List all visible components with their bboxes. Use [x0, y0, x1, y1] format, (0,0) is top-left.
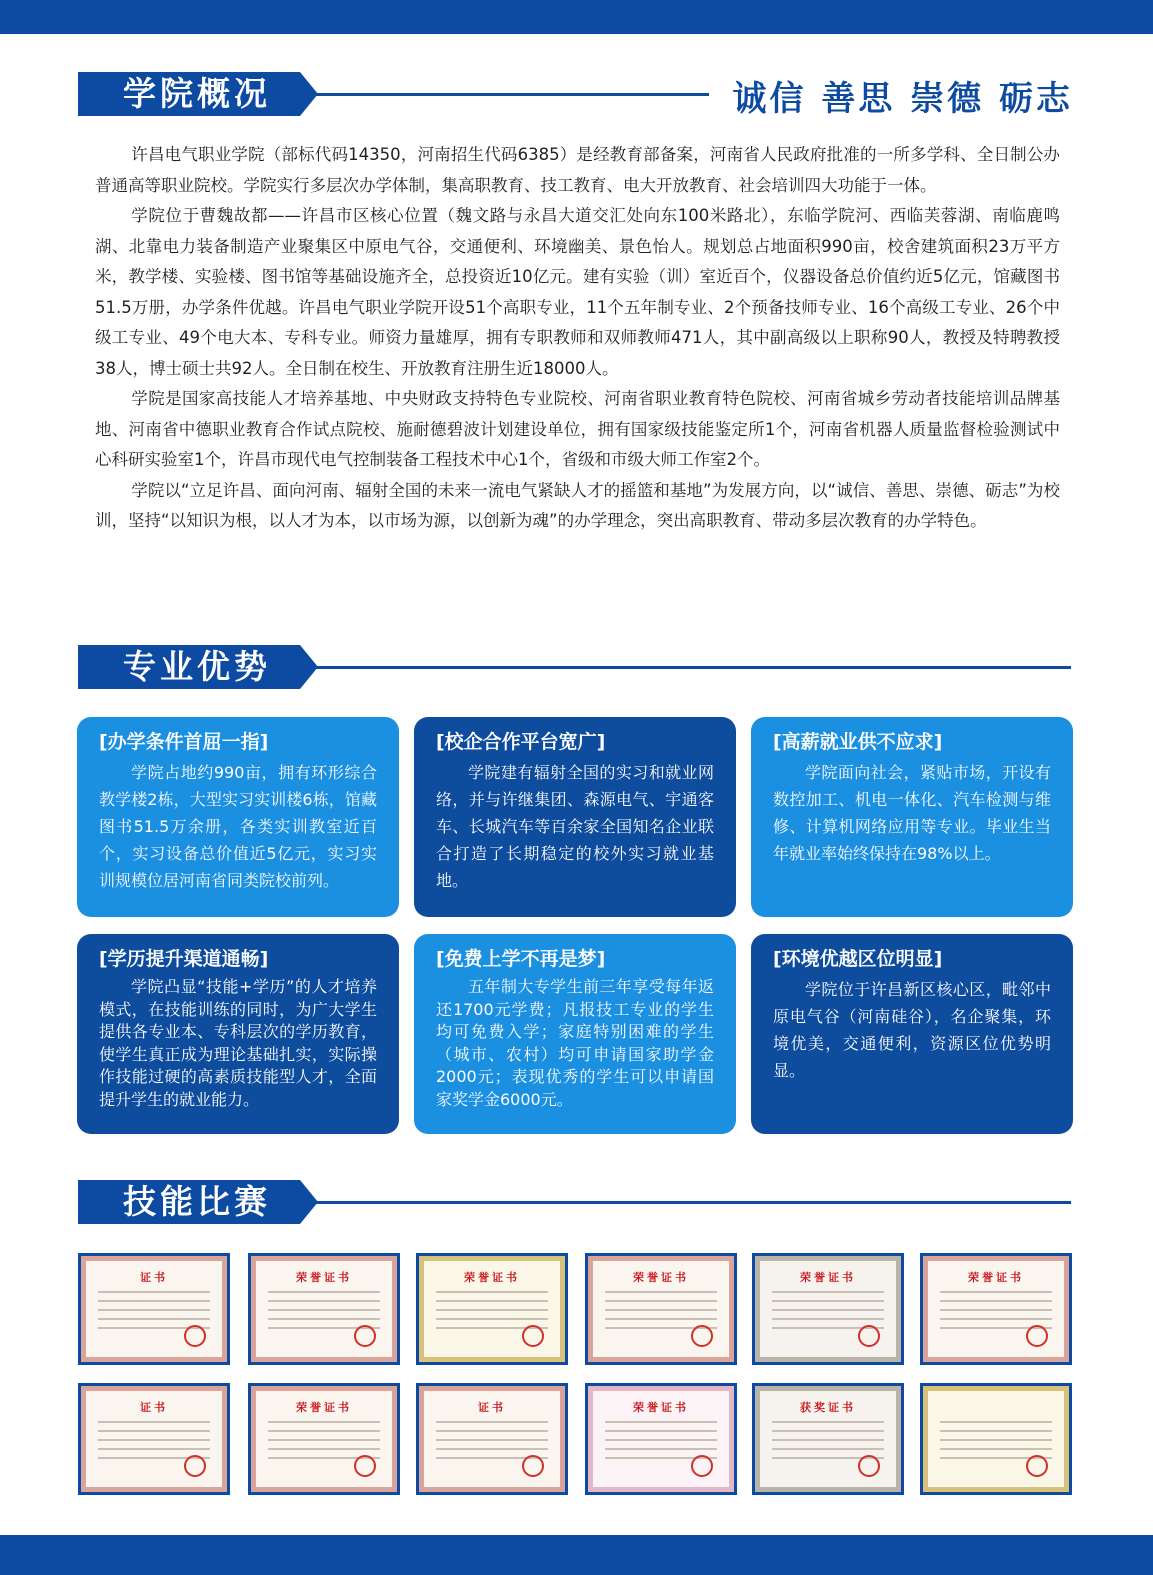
certificate-heading: 证书 [478, 1401, 506, 1414]
advantage-card [751, 717, 1073, 917]
certificate-image [416, 1383, 568, 1495]
advantage-card [77, 934, 399, 1134]
card-body: 学院凸显“技能+学历”的人才培养模式，在技能训练的同时，为广大学生提供各专业本、专科层次的学历教育，使学生真正成为理论基础扎实，实际操作技能过硬的高素质技能型人才，全面提升学生的就业能力。 [99, 977, 377, 1109]
certificate-heading: 荣誉证书 [296, 1401, 352, 1414]
card-title: [环境优越区位明显] [773, 948, 943, 970]
advantage-card [751, 934, 1073, 1134]
certificate-heading: 荣誉证书 [800, 1271, 856, 1284]
school-motto: 诚信 善思 崇德 砺志 [732, 79, 1073, 119]
seal-icon [691, 1455, 713, 1477]
top-banner [0, 0, 1153, 34]
certificate-heading: 荣誉证书 [296, 1271, 352, 1284]
seal-icon [1026, 1325, 1048, 1347]
seal-icon [184, 1325, 206, 1347]
certificate-image [920, 1253, 1072, 1365]
card-body: 学院建有辐射全国的实习和就业网络，并与许继集团、森源电气、宇通客车、长城汽车等百余家全国知名企业联合打造了长期稳定的校外实习就业基地。 [436, 763, 714, 890]
certificate-image [752, 1253, 904, 1365]
certificate-heading: 荣誉证书 [633, 1401, 689, 1414]
certificate-image [248, 1253, 400, 1365]
card-title: [办学条件首屈一指] [99, 731, 269, 753]
section-title: 专业优势 [123, 647, 271, 686]
seal-icon [858, 1455, 880, 1477]
section-divider [314, 666, 1071, 669]
seal-icon [354, 1455, 376, 1477]
seal-icon [691, 1325, 713, 1347]
card-body: 学院面向社会，紧贴市场，开设有数控加工、机电一体化、汽车检测与维修、计算机网络应用等专业。毕业生当年就业率始终保持在98%以上。 [773, 763, 1051, 863]
certificate-heading: 证书 [140, 1401, 168, 1414]
intro-paragraph: 许昌电气职业学院（部标代码14350，河南招生代码6385）是经教育部备案，河南省人民政府批准的一所多学科、全日制公办普通高等职业院校。学院实行多层次办学体制，集高职教育、技工教育、电大开放教育、社会培训四大功能于一体。 [95, 145, 1060, 195]
certificate-image [752, 1383, 904, 1495]
intro-paragraph: 学院位于曹魏故都——许昌市区核心位置（魏文路与永昌大道交汇处向东100米路北），东临学院河、西临芙蓉湖、南临鹿鸣湖、北靠电力装备制造产业聚集区中原电气谷，交通便利、环境幽美、景色怡人。规划总占地面积990亩，校舍建筑面积23万平方米，教学楼、实验楼、图书馆等基础设施齐全，总投资近10亿元。建有实验（训）室近百个，仪器设备总价值约近5亿元，馆藏图书51.5万册，办学条件优越。许昌电气职业学院开设51个高职专业，11个五年制专业、2个预备技师专业、16个高级工专业、26个中级工专业、49个电大本、专科专业。师资力量雄厚，拥有专职教师和双师教师471人，其中副高级以上职称90人，教授及特聘教授38人，博士硕士共92人。全日制在校生、开放教育注册生近18000人。 [95, 206, 1060, 378]
seal-icon [858, 1325, 880, 1347]
certificate-image [585, 1253, 737, 1365]
certificate-heading: 荣誉证书 [968, 1271, 1024, 1284]
intro-text [95, 140, 1060, 537]
certificate-heading: 证书 [140, 1271, 168, 1284]
certificate-image [585, 1383, 737, 1495]
advantage-card [77, 717, 399, 917]
certificate-heading: 荣誉证书 [633, 1271, 689, 1284]
card-title: [免费上学不再是梦] [436, 948, 606, 970]
bottom-banner [0, 1535, 1153, 1575]
seal-icon [522, 1325, 544, 1347]
certificate-image [416, 1253, 568, 1365]
section-header-competitions [78, 1180, 1071, 1224]
seal-icon [354, 1325, 376, 1347]
section-title: 学院概况 [123, 74, 271, 113]
card-title: [高薪就业供不应求] [773, 731, 943, 753]
seal-icon [1026, 1455, 1048, 1477]
intro-paragraph: 学院以“立足许昌、面向河南、辐射全国的未来一流电气紧缺人才的摇篮和基地”为发展方向，以“诚信、善思、崇德、砺志”为校训，坚持“以知识为根，以人才为本，以市场为源，以创新为魂”的办学理念，突出高职教育、带动多层次教育的办学特色。 [95, 480, 1060, 530]
card-title: [学历提升渠道通畅] [99, 948, 269, 970]
certificate-heading: 获奖证书 [800, 1401, 856, 1414]
advantage-card [414, 934, 736, 1134]
card-body: 学院位于许昌新区核心区，毗邻中原电气谷（河南硅谷），名企聚集，环境优美，交通便利，资源区位优势明显。 [773, 980, 1051, 1080]
seal-icon [184, 1455, 206, 1477]
seal-icon [522, 1455, 544, 1477]
certificate-heading: 荣誉证书 [464, 1271, 520, 1284]
section-divider [314, 1201, 1071, 1204]
certificate-image [78, 1383, 230, 1495]
card-body: 五年制大专学生前三年享受每年返还1700元学费；凡报技工专业的学生均可免费入学；家庭特别困难的学生（城市、农村）均可申请国家助学金2000元；表现优秀的学生可以申请国家奖学金6000元。 [436, 977, 714, 1109]
card-body: 学院占地约990亩，拥有环形综合教学楼2栋，大型实习实训楼6栋，馆藏图书51.5万余册，各类实训教室近百个，实习设备总价值近5亿元，实习实训规模位居河南省同类院校前列。 [99, 763, 377, 890]
section-title: 技能比赛 [123, 1182, 271, 1221]
advantage-card [414, 717, 736, 917]
certificate-image [920, 1383, 1072, 1495]
card-title: [校企合作平台宽广] [436, 731, 606, 753]
certificate-image [78, 1253, 230, 1365]
section-divider [314, 93, 709, 96]
certificate-image [248, 1383, 400, 1495]
intro-paragraph: 学院是国家高技能人才培养基地、中央财政支持特色专业院校、河南省职业教育特色院校、河南省城乡劳动者技能培训品牌基地、河南省中德职业教育合作试点院校、施耐德碧波计划建设单位，拥有国家级技能鉴定所1个，河南省机器人质量监督检验测试中心科研实验室1个，许昌市现代电气控制装备工程技术中心1个，省级和市级大师工作室2个。 [95, 389, 1060, 469]
section-header-advantages [78, 645, 1071, 689]
